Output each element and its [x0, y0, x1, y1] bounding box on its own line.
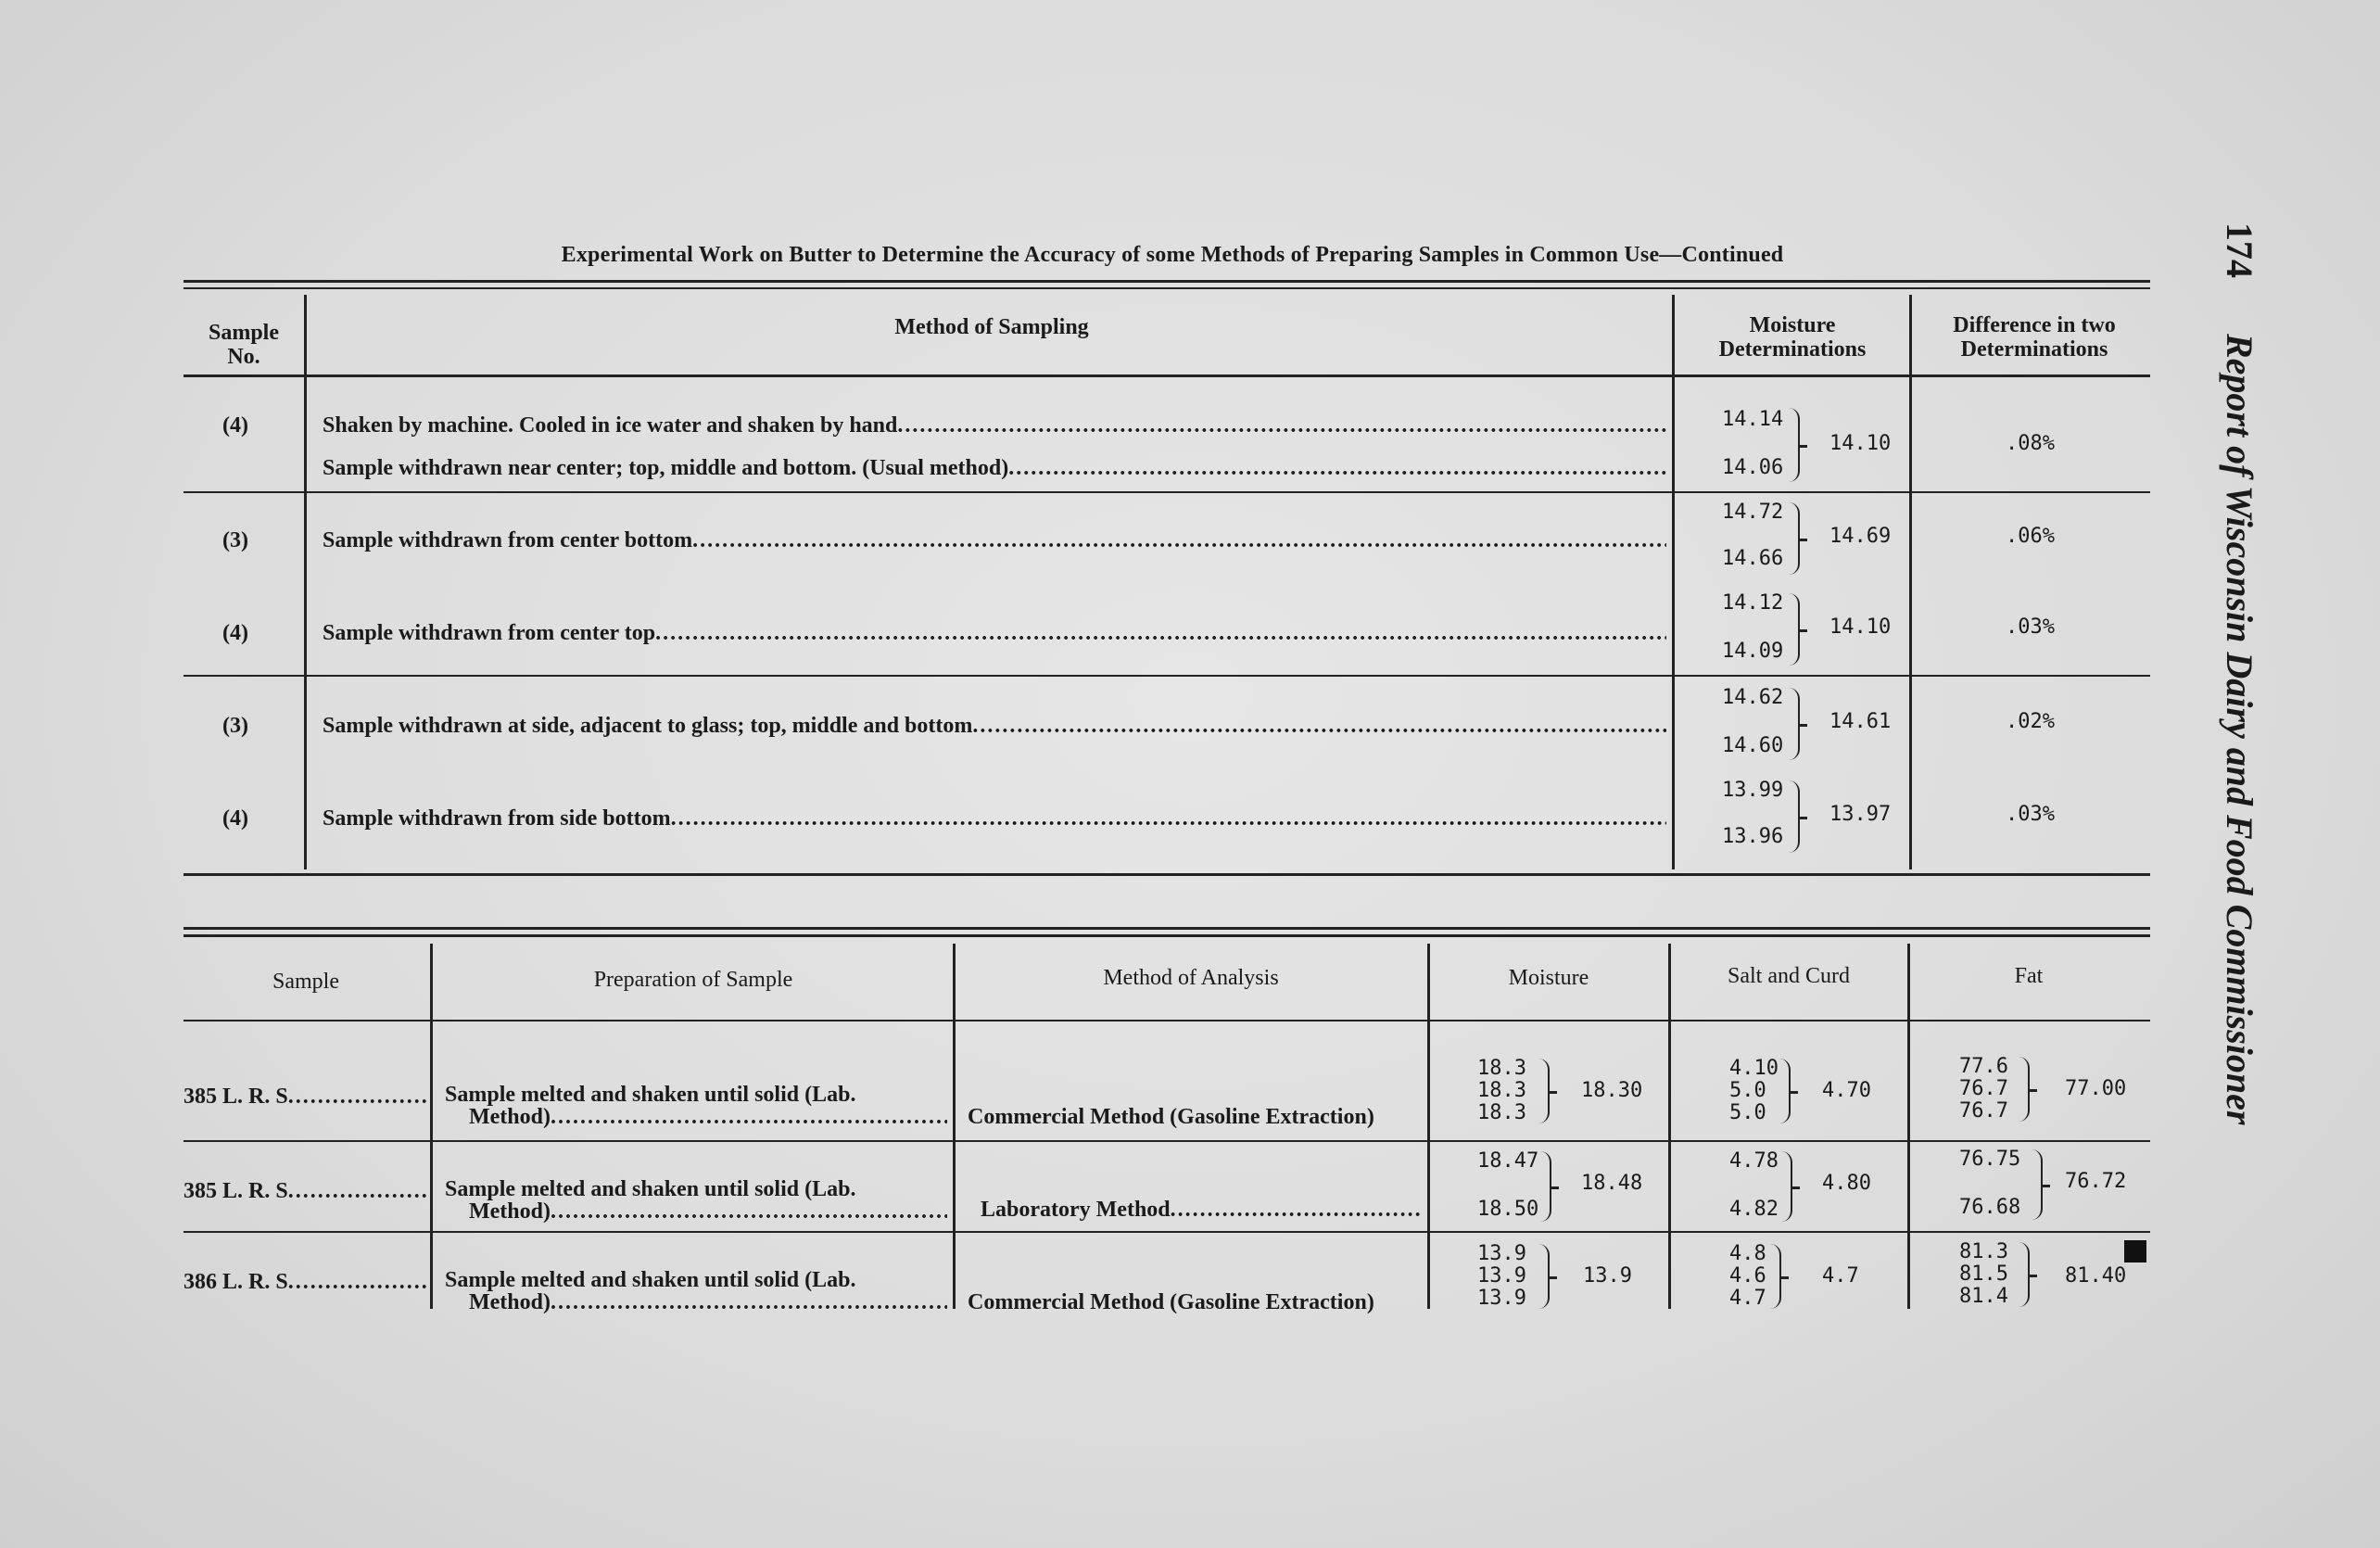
moisture-value: 18.3 — [1477, 1079, 1526, 1102]
moisture-value: 13.9 — [1477, 1287, 1526, 1310]
ink-mark — [2124, 1240, 2146, 1263]
table1-row-rule — [184, 491, 2150, 493]
brace — [1540, 1151, 1551, 1222]
header-preparation: Preparation of Sample — [593, 968, 793, 992]
table1-top-rule — [184, 280, 2150, 283]
sample-no: (3) — [222, 528, 248, 552]
table2-col-divider — [953, 944, 956, 1309]
method-text — [323, 714, 1666, 739]
preparation-text — [469, 1105, 947, 1130]
salt-value: 4.7 — [1729, 1287, 1766, 1310]
difference-value: .03% — [2006, 803, 2055, 826]
sample-no: (4) — [222, 806, 248, 831]
table2-col-divider — [1907, 944, 1910, 1309]
salt-value: 4.6 — [1729, 1264, 1766, 1288]
moisture-average: 14.61 — [1829, 710, 1892, 733]
salt-value: 4.10 — [1729, 1057, 1779, 1080]
header-sample-no: Sample No. — [208, 321, 279, 369]
fat-value: 81.5 — [1959, 1263, 2008, 1286]
sample-no: (4) — [222, 621, 248, 645]
header-moisture-determinations: Moisture Determinations — [1718, 313, 1867, 362]
salt-value: 5.0 — [1729, 1079, 1766, 1102]
header-difference: Difference in two Determinations — [1953, 313, 2116, 362]
header-moisture: Moisture — [1508, 966, 1589, 990]
sample-no: (4) — [222, 413, 248, 438]
header-fat: Fat — [2014, 964, 2044, 988]
moisture-average: 14.10 — [1829, 432, 1892, 455]
fat-value: 76.7 — [1959, 1077, 2008, 1100]
preparation-line: Method) — [469, 1290, 551, 1314]
salt-value: 4.82 — [1729, 1198, 1779, 1221]
preparation-line: Method) — [469, 1105, 551, 1129]
fat-value: 81.3 — [1959, 1240, 2008, 1263]
table2-header-rule — [184, 1020, 2150, 1021]
fat-value: 76.68 — [1959, 1196, 2021, 1219]
brace — [1789, 780, 1800, 853]
brace — [1789, 408, 1800, 482]
difference-value: .03% — [2006, 615, 2055, 639]
preparation-text — [469, 1199, 947, 1224]
salt-average: 4.7 — [1822, 1264, 1859, 1288]
brace — [1789, 593, 1800, 666]
table1-col-divider — [304, 295, 307, 869]
moisture-value: 18.3 — [1477, 1057, 1526, 1080]
salt-value: 4.8 — [1729, 1242, 1766, 1265]
method-of-analysis: Commercial Method (Gasoline Extraction) — [968, 1290, 1374, 1314]
preparation-line: Method) — [469, 1199, 551, 1224]
sample-id — [184, 1270, 426, 1295]
table2-col-divider — [1427, 944, 1430, 1309]
method-line: Sample withdrawn from center bottom — [323, 528, 693, 552]
preparation-text: Sample melted and shaken until solid (Lab. — [445, 1177, 856, 1201]
method-line: Shaken by machine. Cooled in ice water and shaken by hand — [323, 413, 898, 438]
sample-id-text: 385 L. R. S — [184, 1085, 288, 1109]
brace — [1789, 688, 1800, 760]
sample-id — [184, 1179, 426, 1204]
brace — [2032, 1149, 2043, 1220]
page-number: 174 — [2219, 222, 2260, 278]
method-line: Sample withdrawn at side, adjacent to glass; top, middle and bottom — [323, 714, 973, 738]
moisture-value: 13.9 — [1477, 1242, 1526, 1265]
moisture-value: 18.3 — [1477, 1101, 1526, 1124]
fat-average: 76.72 — [2065, 1170, 2127, 1193]
table-title: Experimental Work on Butter to Determine the Accuracy of some Methods of Preparing Samples in Common Use—Continued — [561, 243, 1784, 267]
method-text — [323, 806, 1666, 831]
fat-value: 76.75 — [1959, 1148, 2021, 1171]
method-line: Sample withdrawn from center top — [323, 621, 656, 645]
header-method-of-analysis: Method of Analysis — [1103, 966, 1279, 990]
brace — [1779, 1059, 1791, 1123]
running-title: Report of Wisconsin Dairy and Food Commissioner — [2219, 334, 2260, 1125]
moisture-value: 18.50 — [1477, 1198, 1539, 1221]
table2-row-rule — [184, 1231, 2150, 1233]
preparation-text: Sample melted and shaken until solid (Lab. — [445, 1268, 856, 1292]
moisture-average: 13.97 — [1829, 803, 1892, 826]
moisture-value: 14.12 — [1722, 591, 1784, 615]
moisture-value: 13.99 — [1722, 779, 1784, 802]
moisture-value: 14.60 — [1722, 734, 1784, 757]
brace — [1789, 502, 1800, 575]
method-of-analysis: Commercial Method (Gasoline Extraction) — [968, 1105, 1374, 1129]
table1-header-rule — [184, 374, 2150, 377]
salt-value: 5.0 — [1729, 1101, 1766, 1124]
fat-average: 81.40 — [2065, 1264, 2127, 1288]
moisture-value: 14.66 — [1722, 547, 1784, 570]
difference-value: .08% — [2006, 432, 2055, 455]
salt-average: 4.70 — [1822, 1079, 1871, 1102]
difference-value: .06% — [2006, 525, 2055, 548]
salt-average: 4.80 — [1822, 1172, 1871, 1195]
preparation-text — [469, 1290, 947, 1315]
fat-average: 77.00 — [2065, 1077, 2127, 1100]
brace — [1538, 1059, 1550, 1123]
header-salt-and-curd: Salt and Curd — [1728, 964, 1850, 988]
method-text — [323, 621, 1666, 646]
table2-row-rule — [184, 1140, 2150, 1142]
method-of-analysis — [981, 1198, 1422, 1223]
sample-no: (3) — [222, 714, 248, 738]
preparation-text: Sample melted and shaken until solid (Lab. — [445, 1083, 856, 1107]
header-method-of-sampling: Method of Sampling — [894, 315, 1089, 339]
sample-id-text: 385 L. R. S — [184, 1179, 288, 1203]
fat-value: 76.7 — [1959, 1099, 2008, 1123]
table2-col-divider — [430, 944, 433, 1309]
brace — [2019, 1242, 2030, 1307]
moisture-value: 18.47 — [1477, 1149, 1539, 1173]
sample-id — [184, 1085, 426, 1110]
method-line: Sample withdrawn from side bottom — [323, 806, 671, 831]
moisture-value: 14.14 — [1722, 408, 1784, 431]
table1-row-rule — [184, 675, 2150, 677]
moisture-average: 18.30 — [1581, 1079, 1643, 1102]
moisture-value: 13.9 — [1477, 1264, 1526, 1288]
moisture-value: 13.96 — [1722, 825, 1784, 848]
table1-col-divider — [1909, 295, 1912, 869]
method-text — [323, 456, 1666, 481]
method-line: Laboratory Method — [981, 1198, 1171, 1222]
method-line: Sample withdrawn near center; top, middle and bottom. (Usual method) — [323, 456, 1009, 480]
running-head — [2218, 222, 2261, 1124]
brace — [2019, 1057, 2030, 1122]
header-sample: Sample — [272, 970, 339, 994]
table2-col-divider — [1668, 944, 1671, 1309]
brace — [1538, 1244, 1550, 1309]
table2-top-rule-2 — [184, 934, 2150, 937]
moisture-average: 14.10 — [1829, 615, 1892, 639]
table1-col-divider — [1672, 295, 1675, 869]
moisture-value: 14.09 — [1722, 640, 1784, 663]
moisture-average: 14.69 — [1829, 525, 1892, 548]
table1-bottom-rule — [184, 873, 2150, 876]
sample-id-text: 386 L. R. S — [184, 1270, 288, 1294]
salt-value: 4.78 — [1729, 1149, 1779, 1173]
fat-value: 81.4 — [1959, 1285, 2008, 1308]
moisture-value: 14.72 — [1722, 501, 1784, 524]
moisture-value: 14.62 — [1722, 686, 1784, 709]
brace — [1781, 1151, 1792, 1222]
table1-top-rule-2 — [184, 287, 2150, 289]
moisture-average: 18.48 — [1581, 1172, 1643, 1195]
difference-value: .02% — [2006, 710, 2055, 733]
fat-value: 77.6 — [1959, 1055, 2008, 1078]
moisture-average: 13.9 — [1583, 1264, 1632, 1288]
table2-top-rule — [184, 927, 2150, 930]
brace — [1770, 1244, 1781, 1309]
moisture-value: 14.06 — [1722, 456, 1784, 479]
method-text — [323, 413, 1666, 438]
method-text — [323, 528, 1666, 553]
